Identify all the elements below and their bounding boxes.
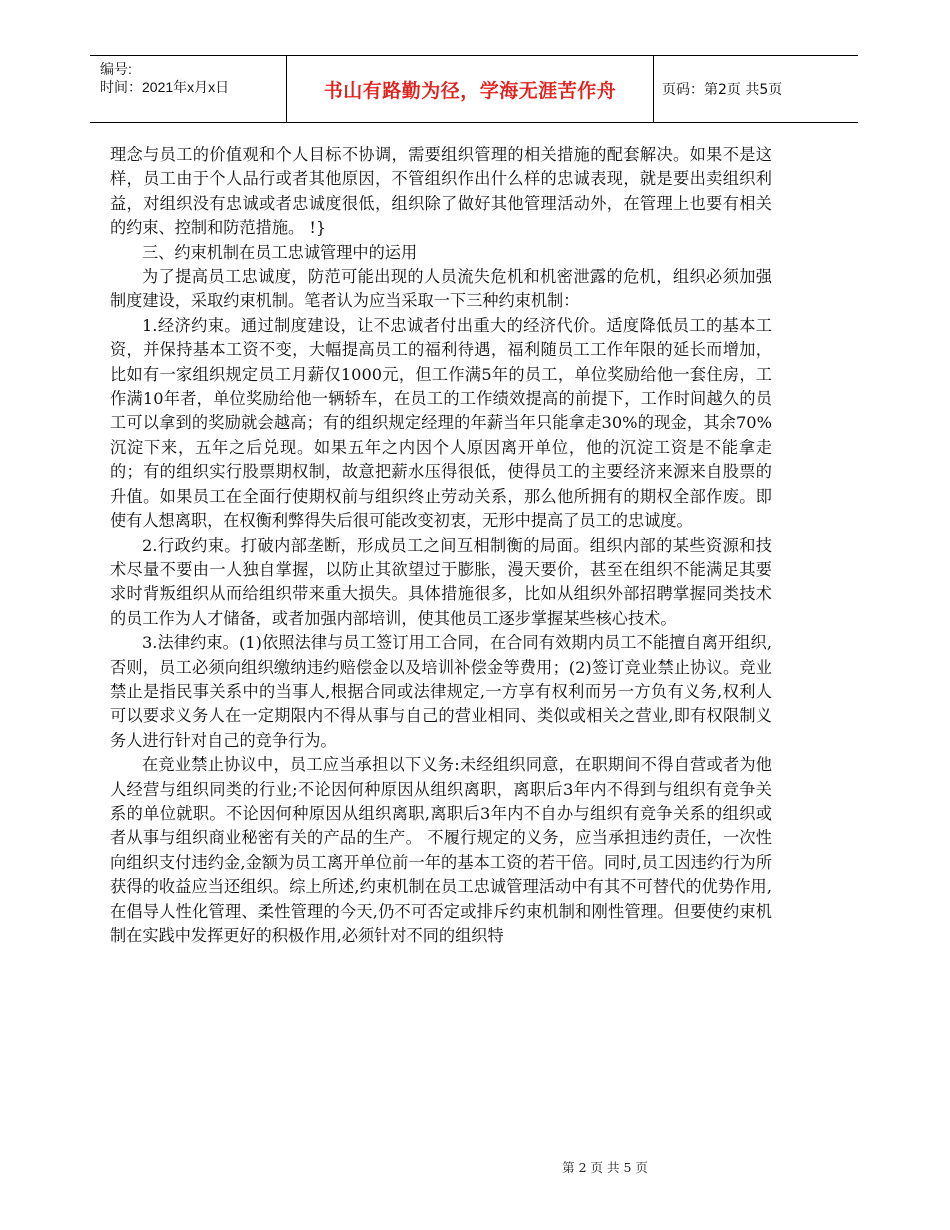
document-body: [110, 143, 772, 948]
paragraph-noncompete: 在竞业禁止协议中，员工应当承担以下义务:未经组织同意，在职期间不得自营或者为他人经营与组织同类的行业;不论因何种原因从组织离职，离职后3年内不得到与组织有竞争关系的单位就职。不论因何种原因从组织离职,离职后3年内不自办与组织有竞争关系的组织或者从事与组织商业秘密有关的产品的生产。 不履行规定的义务，应当承担违约责任，一次性向组织支付违约金,金额为员工离开单位前一年的基本工资的若干倍。同时,员工因违约行为所获得的收益应当还组织。综上所述,约束机制在员工忠诚管理活动中有其不可替代的优势作用,在倡导人性化管理、柔性管理的今天,仍不可否定或排斥约束机制和刚性管理。但要使约束机制在实践中发挥更好的积极作用,必须针对不同的组织特: [110, 755, 772, 945]
document-time-label: 时间：2021年x月x日: [100, 79, 230, 95]
paragraph-legal-constraint: 3.法律约束。(1)依照法律与员工签订用工合同，在合同有效期内员工不能擅自离开组织,否则，员工必须向组织缴纳违约赔偿金以及培训补偿金等费用；(2)签订竞业禁止协议。竞业禁止是指民事关系中的当事人,根据合同或法律规定,一方享有权利而另一方负有义务,权利人可以要求义务人在一定期限内不得从事与自己的营业相同、类似或相关之营业,即有权限制义务人进行针对自己的竞争行为。: [110, 633, 772, 750]
paragraph-economic-constraint: 1.经济约束。通过制度建设，让不忠诚者付出重大的经济代价。适度降低员工的基本工资，并保持基本工资不变，大幅提高员工的福利待遇，福利随员工工作年限的延长而增加，比如有一家组织规定员工月薪仅1000元，但工作满5年的员工，单位奖励给他一套住房，工作满10年者，单位奖励给他一辆轿车，在员工的工作绩效提高的前提下，工作时间越久的员工可以拿到的奖励就会越高；有的组织规定经理的年薪当年只能拿走30%的现金，其余70%沉淀下来，五年之后兑现。如果五年之内因个人原因离开单位，他的沉淀工资是不能拿走的；有的组织实行股票期权制，故意把薪水压得很低，使得员工的主要经济来源来自股票的升值。如果员工在全面行使期权前与组织终止劳动关系，那么他所拥有的期权全部作废。即使有人想离职，在权衡利弊得失后很可能改变初衷，无形中提高了员工的忠诚度。: [110, 315, 772, 531]
header-page-cell: [652, 56, 858, 122]
header-page-number: 页码：第2页 共5页: [662, 82, 783, 98]
paragraph-intro: 为了提高员工忠诚度，防范可能出现的人员流失危机和机密泄露的危机，组织必须加强制度建设，采取约束机制。笔者认为应当采取一下三种约束机制：: [110, 267, 772, 311]
paragraph-continuation: 理念与员工的价值观和个人目标不协调，需要组织管理的相关措施的配套解决。如果不是这样，员工由于个人品行或者其他原因，不管组织作出什么样的忠诚表现，就是要出卖组织利益，对组织没有忠诚或者忠诚度很低，组织除了做好其他管理活动外，在管理上也要有相关的约束、控制和防范措施。 !}: [110, 145, 772, 238]
page-footer: 第 2 页 共 5 页: [562, 1160, 648, 1175]
header-motto-cell: [286, 56, 654, 122]
header-motto: 书山有路勤为径，学海无涯苦作舟: [323, 80, 617, 102]
section-heading: 三、约束机制在员工忠诚管理中的运用: [142, 242, 418, 262]
header-meta: [90, 56, 286, 122]
paragraph-administrative-constraint: 2.行政约束。打破内部垄断，形成员工之间互相制衡的局面。组织内部的某些资源和技术尽量不要由一人独自掌握，以防止其欲望过于膨胀，漫天要价，甚至在组织不能满足其要求时背叛组织从而给组织带来重大损失。具体措施很多，比如从组织外部招聘掌握同类技术的员工作为人才储备，或者加强内部培训，使其他员工逐步掌握某些核心技术。: [110, 535, 772, 628]
page-header: [90, 55, 858, 123]
document-number-label: 编号:: [100, 61, 132, 77]
